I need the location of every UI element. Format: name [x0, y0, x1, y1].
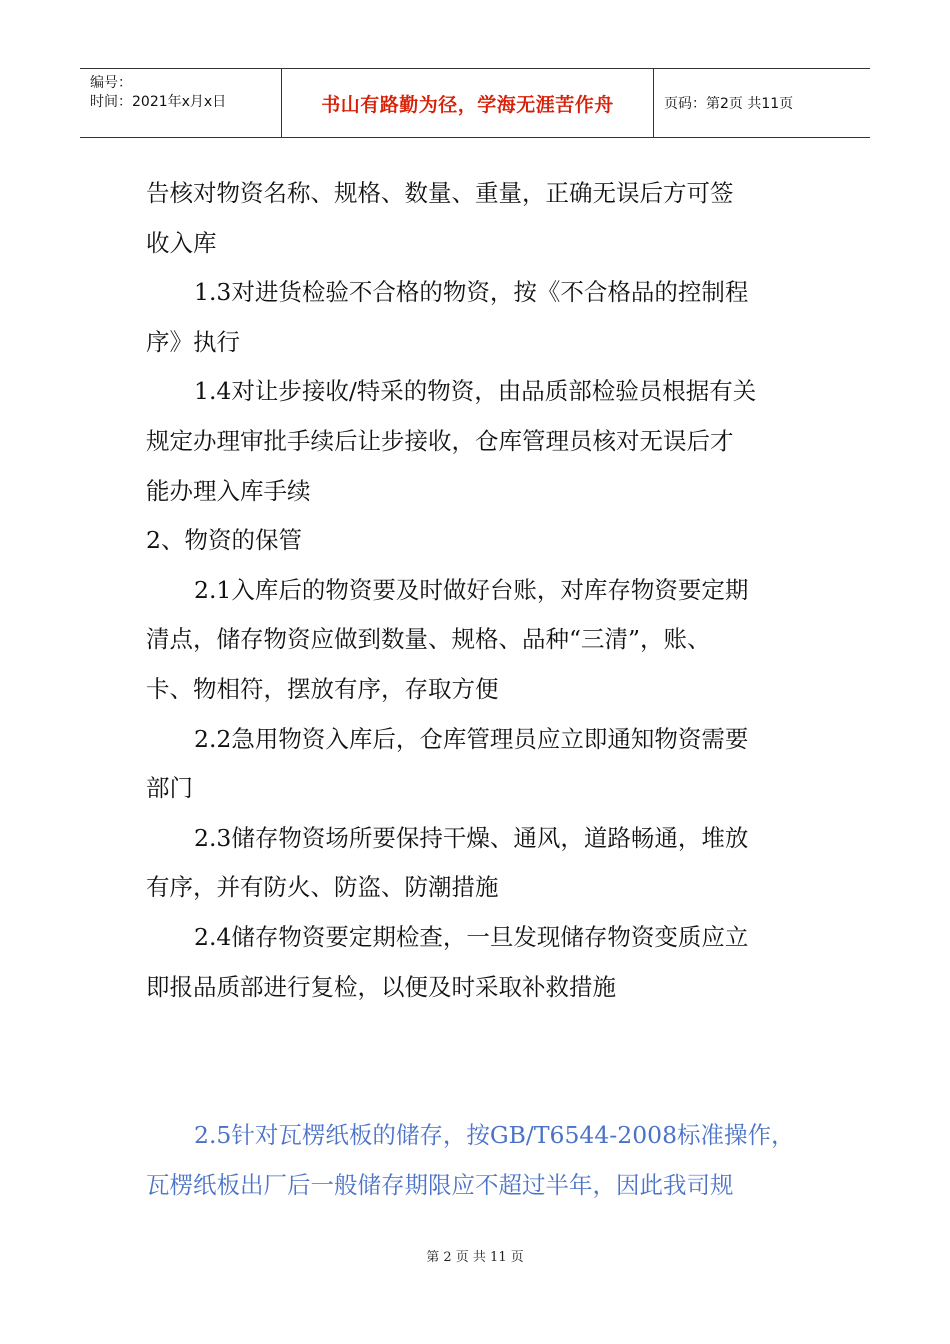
header-motto: 书山有路勤为径，学海无涯苦作舟: [321, 93, 614, 116]
body-line: 序》执行: [146, 327, 240, 356]
body-line: 2.2急用物资入库后，仓库管理员应立即通知物资需要: [194, 724, 749, 753]
header-meta-cell: [80, 69, 282, 137]
body-line: 2.1入库后的物资要及时做好台账，对库存物资要定期: [194, 575, 749, 604]
body-line: 清点，储存物资应做到数量、规格、品种“三清”，账、: [146, 625, 711, 654]
header-page-label: 页码：第2页 共11页: [664, 96, 794, 112]
document-body: [146, 172, 816, 1213]
highlighted-line: 2.5针对瓦楞纸板的储存，按GB/T6544-2008标准操作，: [194, 1121, 795, 1150]
section-heading: 2、物资的保管: [146, 526, 302, 555]
header-page-cell: [654, 69, 870, 137]
body-line: 2.3储存物资场所要保持干燥、通风，道路畅通，堆放: [194, 823, 749, 852]
body-line: 1.3对进货检验不合格的物资，按《不合格品的控制程: [194, 278, 749, 307]
page-header: [80, 68, 870, 138]
page-footer: 第 2 页 共 11 页: [426, 1250, 524, 1265]
body-line: 规定办理审批手续后让步接收，仓库管理员核对无误后才: [146, 426, 734, 455]
body-line: 2.4储存物资要定期检查，一旦发现储存物资变质应立: [194, 922, 749, 951]
document-number-label: 编号：: [90, 75, 132, 91]
paragraph-gap: [146, 1015, 816, 1114]
body-line: 部门: [146, 774, 193, 803]
body-line: 卡、物相符，摆放有序，存取方便: [146, 674, 499, 703]
body-line: 1.4对让步接收/特采的物资，由品质部检验员根据有关: [194, 377, 757, 406]
body-line: 有序，并有防火、防盗、防潮措施: [146, 873, 499, 902]
body-line: 告核对物资名称、规格、数量、重量，正确无误后方可签: [146, 179, 734, 207]
body-line: 即报品质部进行复检，以便及时采取补救措施: [146, 972, 616, 1001]
highlighted-line: 瓦楞纸板出厂后一般储存期限应不超过半年，因此我司规: [146, 1170, 734, 1199]
header-motto-cell: [282, 69, 654, 137]
body-line: 能办理入库手续: [146, 476, 311, 505]
body-line: 收入库: [146, 228, 217, 257]
document-time-label: 时间：2021年x月x日: [90, 94, 227, 110]
